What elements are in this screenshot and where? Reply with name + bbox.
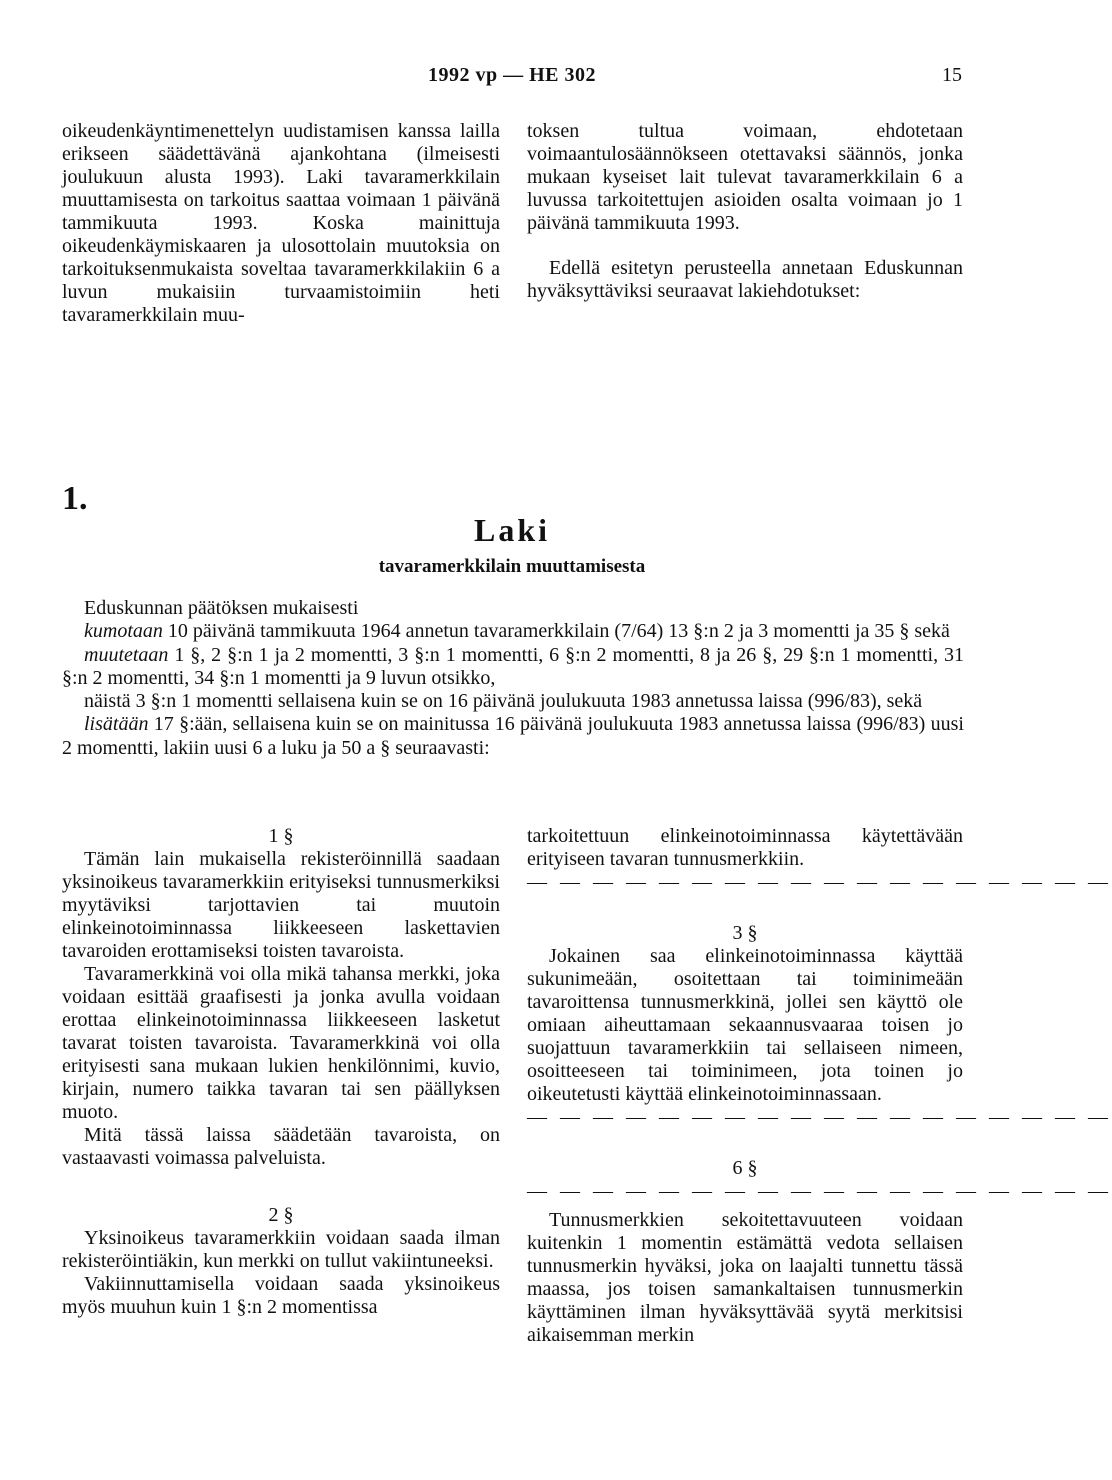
keyword-added: lisätään bbox=[84, 713, 149, 736]
section-3-paragraph-1: Jokainen saa elinkeinotoiminnassa käyttää sukunimeään, osoitettaan tai toiminimeään tavaroittensa tunnusmerkkinä, jollei sen käyttö ole omiaan aiheuttamaan sekaannusvaaraa toisen jo suojattuun tavaramerkkiin tai sellaiseen nimeen, osoitteeseen tai toiminimeen, jota toinen jo oikeutetusti käyttää elinkeinotoiminnassaan. bbox=[527, 945, 963, 1105]
section-3-heading: 3 § bbox=[732, 922, 758, 944]
law-title: Laki bbox=[473, 512, 551, 548]
section-1-paragraph-1: Tämän lain mukaisella rekisteröinnillä saadaan yksinoikeus tavaramerkkiin erityiseksi tunnusmerkiksi myytäviksi tarjottavien tai muutoin elinkeinotoiminnassa liikkeeseen laskettavien tavaroiden erottamiseksi toisten tavaroista. bbox=[62, 848, 500, 962]
preamble-repeal bbox=[62, 620, 964, 643]
omission-dashes-1: — — — — — — — — — — — — — — — — — — bbox=[527, 871, 1112, 893]
law-number: 1. bbox=[62, 480, 88, 517]
section-2-paragraph-2: Vakiinnuttamisella voidaan saada yksinoikeus myös muuhun kuin 1 §:n 2 momentissa bbox=[62, 1273, 500, 1318]
sections-right-column bbox=[527, 825, 1112, 1347]
omission-dashes-3: — — — — — — — — — — — — — — — — — — bbox=[527, 1180, 1112, 1202]
running-header: 1992 vp — HE 302 bbox=[427, 64, 597, 86]
page-header bbox=[0, 64, 1024, 94]
keyword-repealed: kumotaan bbox=[84, 620, 163, 643]
section-1-paragraph-3: Mitä tässä laissa säädetään tavaroista, on vastaavasti voimassa palveluista. bbox=[62, 1124, 500, 1169]
intro-right-paragraph-1: toksen tultua voimaan, ehdotetaan voimaantulosäännökseen otettavaksi säännös, jonka mukaan kyseiset lait tulevat tavaramerkkilain 6 a luvussa tarkoitettujen asioiden osalta voimaan jo 1 päivänä tammikuuta 1993. bbox=[527, 120, 963, 234]
page-number: 15 bbox=[942, 64, 962, 86]
preamble-repeal-text: 10 päivänä tammikuuta 1964 annetun tavaramerkkilain (7/64) 13 §:n 2 ja 3 momentti ja 35 § sekä bbox=[162, 620, 950, 643]
section-6-paragraph-2: Tunnusmerkkien sekoitettavuuteen voidaan kuitenkin 1 momentin estämättä vedota sellaisen tunnusmerkin hyväksi, joka on laajalti tunnettu tässä maassa, jos toisen samankaltaisen tunnusmerkin käyttäminen ilman hyväksyttävää syytä merkitsisi aikaisemman merkin bbox=[527, 1209, 963, 1346]
omission-dashes-2: — — — — — — — — — — — — — — — — — — bbox=[527, 1106, 1112, 1128]
preamble-add bbox=[62, 713, 964, 760]
preamble-add-text: 17 §:ään, sellaisena kuin se on mainitussa 16 päivänä joulukuuta 1983 annetussa laissa (996/83) uusi 2 momentti, lakiin uusi 6 a luku ja 50 a § seuraavasti: bbox=[62, 713, 964, 759]
preamble-amend-text: 1 §, 2 §:n 1 ja 2 momentti, 3 §:n 1 momentti, 6 §:n 2 momentti, 8 ja 26 §, 29 §:n 1 momentti, 31 §:n 2 momentti, 34 §:n 1 momentti ja 9 luvun otsikko, bbox=[62, 643, 964, 689]
law-preamble bbox=[62, 597, 964, 760]
keyword-amended: muutetaan bbox=[84, 643, 169, 666]
preamble-enactment: Eduskunnan päätöksen mukaisesti bbox=[84, 597, 359, 619]
intro-right-column bbox=[527, 120, 963, 303]
section-2-heading: 2 § bbox=[268, 1204, 294, 1226]
intro-left-column bbox=[62, 120, 500, 327]
section-1-paragraph-2: Tavaramerkkinä voi olla mikä tahansa merkki, joka voidaan esittää graafisesti ja jonka avulla voidaan erottaa elinkeinotoiminnassa liikkeeseen lasketut tavarat toisten tavaroista. Tavaramerkkinä voi olla erityisesti sana mukaan lukien henkilönnimi, kuvio, kirjain, numero taikka tavaran tai sen päällyksen muoto. bbox=[62, 963, 500, 1123]
intro-left-paragraph: oikeudenkäyntimenettelyn uudistamisen kanssa lailla erikseen säädettävänä ajankohtana (ilmeisesti joulukuun alusta 1993). Laki tavaramerkkilain muuttamisesta on tarkoitus saattaa voimaan 1 päivänä tammikuuta 1993. Koska mainittuja oikeudenkäymiskaaren ja ulosottolain muutoksia on tarkoituksenmukaista soveltaa tavaramerkkilakiin 6 a luvun mukaisiin turvaamistoimiin heti tavaramerkkilain muu- bbox=[62, 120, 500, 326]
section-6-heading: 6 § bbox=[732, 1157, 758, 1179]
intro-right-paragraph-2: Edellä esitetyn perusteella annetaan Eduskunnan hyväksyttäviksi seuraavat lakiehdotukset: bbox=[527, 257, 963, 302]
sections-left-column bbox=[62, 825, 500, 1319]
section-2-paragraph-1: Yksinoikeus tavaramerkkiin voidaan saada ilman rekisteröintiäkin, kun merkki on tullut vakiintuneeksi. bbox=[62, 1227, 500, 1272]
section-1-heading: 1 § bbox=[268, 825, 294, 847]
law-subtitle: tavaramerkkilain muuttamisesta bbox=[378, 556, 646, 577]
preamble-note: näistä 3 §:n 1 momentti sellaisena kuin se on 16 päivänä joulukuuta 1983 annetussa laissa (996/83), sekä bbox=[84, 690, 923, 713]
preamble-amend bbox=[62, 644, 964, 691]
section-2-continuation: tarkoitettuun elinkeinotoiminnassa käytettävään erityiseen tavaran tunnusmerkkiin. bbox=[527, 825, 963, 870]
